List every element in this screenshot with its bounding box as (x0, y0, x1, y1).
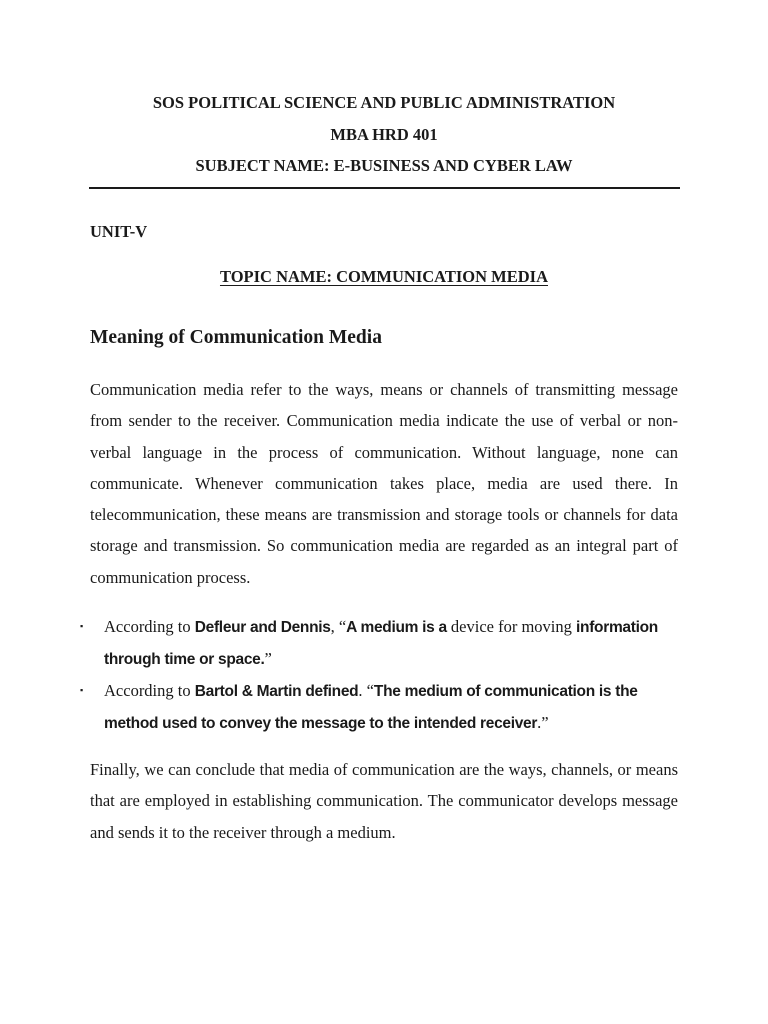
bullet-marker: ▪ (80, 685, 84, 695)
bullet-author: Bartol & Martin defined (194, 683, 359, 700)
header-course-code: MBA HRD 401 (330, 125, 438, 144)
paragraph-conclusion: Finally, we can conclude that media of communication are the ways, channels, or means that are employed in establishing communication. The communicator develops message and sends it to the receiver through a medium. (90, 760, 678, 842)
unit-label: UNIT-V (90, 222, 148, 241)
bullet-prefix: According to (104, 681, 195, 700)
bullet-quote-bold: The medium of communication is the method used to convey the message to the intended receiver (104, 683, 638, 732)
header-department: SOS POLITICAL SCIENCE AND PUBLIC ADMINISTRATION (152, 93, 616, 112)
bullet-quote-plain: device for moving (446, 617, 577, 636)
list-item-bartol-martin (80, 675, 680, 739)
topic-name: TOPIC NAME: COMMUNICATION MEDIA (219, 267, 548, 286)
section-title: Meaning of Communication Media (90, 327, 382, 348)
bullet-quote-bold-end: information through time or space. (104, 619, 658, 668)
paragraph-definition: Communication media refer to the ways, means or channels of transmitting message from sender to the receiver. Communication media indicate the use of verbal or non-verbal language in the process of communication. Without language, none can communicate. Whenever communication takes place, media are used there. In telecommunication, these means are transmission and storage tools or channels for data storage and transmission. So communication media are regarded as an integral part of communication process. (90, 380, 678, 587)
header-subject-name: SUBJECT NAME: E-BUSINESS AND CYBER LAW (195, 156, 573, 175)
bullet-quote-bold: A medium is a (346, 619, 447, 636)
bullet-end: ” (264, 649, 272, 668)
header-divider (89, 187, 680, 189)
bullet-author: Defleur and Dennis (194, 619, 331, 636)
topic-heading (0, 267, 768, 287)
bullet-punct: . “ (358, 681, 374, 700)
bullet-end: .” (537, 713, 549, 732)
bullet-marker: ▪ (80, 621, 84, 631)
definitions-list (80, 611, 680, 739)
list-item-defleur-dennis (80, 611, 680, 675)
bullet-punct: , “ (330, 617, 347, 636)
bullet-prefix: According to (104, 617, 195, 636)
